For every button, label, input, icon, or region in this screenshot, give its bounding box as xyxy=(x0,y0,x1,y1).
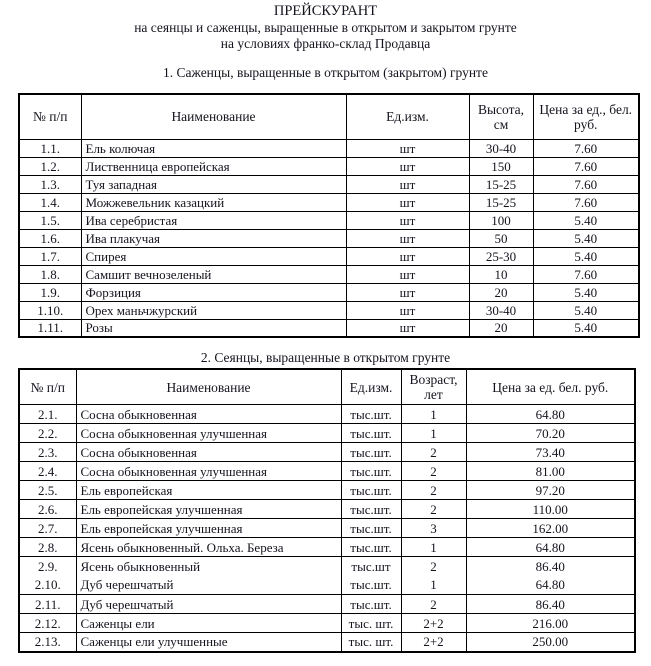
cell-num: 1.11. xyxy=(19,319,81,337)
cell-name: Ива плакучая xyxy=(81,229,346,247)
cell-name: Форзиция xyxy=(81,283,346,301)
col-header-unit: Ед.изм. xyxy=(341,369,401,405)
cell-age: 1 xyxy=(401,424,466,443)
cell-num: 1.3. xyxy=(19,175,81,193)
cell-name: Дуб черешчатый xyxy=(76,576,341,595)
table-seedlings-header xyxy=(19,369,635,405)
cell-price: 81.00 xyxy=(466,462,635,481)
cell-age: 1 xyxy=(401,576,466,595)
cell-name: Орех маньчжурский xyxy=(81,301,346,319)
cell-num: 1.9. xyxy=(19,283,81,301)
cell-unit: тыс. шт. xyxy=(341,614,401,633)
cell-age: 2 xyxy=(401,595,466,614)
cell-price: 7.60 xyxy=(533,157,639,175)
cell-name: Саженцы ели улучшенные xyxy=(76,633,341,652)
table-row xyxy=(19,595,635,614)
cell-age: 1 xyxy=(401,538,466,557)
cell-name: Спирея xyxy=(81,247,346,265)
cell-name: Туя западная xyxy=(81,175,346,193)
cell-name: Ясень обыкновенный xyxy=(76,557,341,576)
cell-price: 73.40 xyxy=(466,443,635,462)
cell-price: 5.40 xyxy=(533,229,639,247)
table-row xyxy=(19,193,639,211)
col-header-num: № п/п xyxy=(19,369,76,405)
header-row xyxy=(19,369,635,405)
cell-unit: шт xyxy=(346,211,469,229)
cell-price: 7.60 xyxy=(533,139,639,157)
table-row xyxy=(19,229,639,247)
cell-price: 7.60 xyxy=(533,193,639,211)
cell-age: 2 xyxy=(401,481,466,500)
cell-price: 5.40 xyxy=(533,283,639,301)
cell-price: 250.00 xyxy=(466,633,635,652)
cell-price: 110.00 xyxy=(466,500,635,519)
cell-age: 1 xyxy=(401,405,466,424)
cell-num: 1.10. xyxy=(19,301,81,319)
col-header-name: Наименование xyxy=(76,369,341,405)
cell-num: 1.2. xyxy=(19,157,81,175)
cell-height: 30-40 xyxy=(469,139,533,157)
cell-price: 64.80 xyxy=(466,576,635,595)
cell-name: Ель европейская xyxy=(76,481,341,500)
col-header-price: Цена за ед., бел. руб. xyxy=(533,94,639,139)
cell-num: 2.2. xyxy=(19,424,76,443)
table-row xyxy=(19,265,639,283)
cell-price: 7.60 xyxy=(533,175,639,193)
cell-num: 2.4. xyxy=(19,462,76,481)
cell-price: 5.40 xyxy=(533,247,639,265)
cell-num: 2.7. xyxy=(19,519,76,538)
cell-price: 86.40 xyxy=(466,595,635,614)
table-row xyxy=(19,633,635,652)
cell-height: 50 xyxy=(469,229,533,247)
cell-num: 2.9. xyxy=(19,557,76,576)
cell-height: 15-25 xyxy=(469,193,533,211)
cell-unit: шт xyxy=(346,283,469,301)
cell-num: 2.1. xyxy=(19,405,76,424)
table-row xyxy=(19,500,635,519)
col-header-name: Наименование xyxy=(81,94,346,139)
table-row xyxy=(19,211,639,229)
cell-age: 2+2 xyxy=(401,633,466,652)
cell-height: 20 xyxy=(469,319,533,337)
cell-unit: тыс.шт. xyxy=(341,405,401,424)
cell-age: 2 xyxy=(401,462,466,481)
col-header-num: № п/п xyxy=(19,94,81,139)
cell-height: 10 xyxy=(469,265,533,283)
table-row xyxy=(19,576,635,595)
table-row xyxy=(19,139,639,157)
document-title: ПРЕЙСКУРАНТ xyxy=(273,3,378,19)
cell-name: Ель европейская улучшенная xyxy=(76,519,341,538)
cell-price: 5.40 xyxy=(533,319,639,337)
cell-unit: тыс.шт. xyxy=(341,424,401,443)
cell-unit: тыс.шт. xyxy=(341,595,401,614)
cell-height: 100 xyxy=(469,211,533,229)
cell-num: 2.12. xyxy=(19,614,76,633)
cell-price: 5.40 xyxy=(533,301,639,319)
cell-price: 64.80 xyxy=(466,538,635,557)
cell-name: Ель колючая xyxy=(81,139,346,157)
cell-name: Сосна обыкновенная xyxy=(76,443,341,462)
cell-num: 1.1. xyxy=(19,139,81,157)
cell-num: 1.7. xyxy=(19,247,81,265)
cell-num: 1.8. xyxy=(19,265,81,283)
cell-unit: тыс.шт. xyxy=(341,462,401,481)
header-row xyxy=(19,94,639,139)
cell-price: 216.00 xyxy=(466,614,635,633)
table-row xyxy=(19,614,635,633)
cell-name: Самшит вечнозеленый xyxy=(81,265,346,283)
cell-age: 2+2 xyxy=(401,614,466,633)
cell-name: Саженцы ели xyxy=(76,614,341,633)
table-saplings-header xyxy=(19,94,639,139)
table-row xyxy=(19,283,639,301)
col-header-unit: Ед.изм. xyxy=(346,94,469,139)
section-1-heading: 1. Саженцы, выращенные в открытом (закрытом) грунте xyxy=(163,65,488,80)
cell-unit: шт xyxy=(346,175,469,193)
cell-price: 7.60 xyxy=(533,265,639,283)
cell-unit: тыс.шт xyxy=(341,557,401,576)
table-row xyxy=(19,405,635,424)
cell-unit: шт xyxy=(346,193,469,211)
cell-height: 20 xyxy=(469,283,533,301)
cell-unit: шт xyxy=(346,229,469,247)
cell-name: Можжевельник казацкий xyxy=(81,193,346,211)
cell-age: 2 xyxy=(401,557,466,576)
table-row xyxy=(19,319,639,337)
cell-unit: тыс.шт. xyxy=(341,538,401,557)
cell-num: 2.6. xyxy=(19,500,76,519)
table-row xyxy=(19,424,635,443)
cell-unit: шт xyxy=(346,247,469,265)
cell-num: 2.3. xyxy=(19,443,76,462)
cell-num: 2.13. xyxy=(19,633,76,652)
cell-unit: тыс.шт. xyxy=(341,481,401,500)
table-saplings-body xyxy=(19,139,639,337)
cell-height: 150 xyxy=(469,157,533,175)
table-row xyxy=(19,519,635,538)
cell-height: 25-30 xyxy=(469,247,533,265)
cell-name: Сосна обыкновенная улучшенная xyxy=(76,462,341,481)
cell-name: Сосна обыкновенная улучшенная xyxy=(76,424,341,443)
table-row xyxy=(19,557,635,576)
cell-unit: тыс.шт. xyxy=(341,500,401,519)
cell-price: 70.20 xyxy=(466,424,635,443)
table-row xyxy=(19,157,639,175)
cell-name: Розы xyxy=(81,319,346,337)
cell-price: 97.20 xyxy=(466,481,635,500)
cell-unit: тыс.шт. xyxy=(341,443,401,462)
cell-num: 1.4. xyxy=(19,193,81,211)
cell-age: 2 xyxy=(401,443,466,462)
cell-unit: шт xyxy=(346,139,469,157)
table-row xyxy=(19,481,635,500)
table-row xyxy=(19,175,639,193)
cell-unit: шт xyxy=(346,157,469,175)
document-header xyxy=(0,3,651,52)
table-saplings xyxy=(18,93,640,338)
cell-height: 30-40 xyxy=(469,301,533,319)
cell-unit: шт xyxy=(346,265,469,283)
col-header-age: Возраст, лет xyxy=(401,369,466,405)
cell-unit: тыс.шт. xyxy=(341,519,401,538)
table-seedlings-body xyxy=(19,405,635,652)
cell-num: 1.6. xyxy=(19,229,81,247)
col-header-price: Цена за ед. бел. руб. xyxy=(466,369,635,405)
table-row xyxy=(19,462,635,481)
cell-price: 64.80 xyxy=(466,405,635,424)
cell-height: 15-25 xyxy=(469,175,533,193)
cell-age: 2 xyxy=(401,500,466,519)
cell-unit: шт xyxy=(346,301,469,319)
table-row xyxy=(19,443,635,462)
col-header-height: Высота, см xyxy=(469,94,533,139)
cell-price: 86.40 xyxy=(466,557,635,576)
cell-unit: тыс. шт. xyxy=(341,633,401,652)
cell-name: Лиственница европейская xyxy=(81,157,346,175)
cell-name: Ива серебристая xyxy=(81,211,346,229)
cell-age: 3 xyxy=(401,519,466,538)
cell-name: Сосна обыкновенная xyxy=(76,405,341,424)
table-row xyxy=(19,538,635,557)
cell-num: 1.5. xyxy=(19,211,81,229)
cell-name: Дуб черешчатый xyxy=(76,595,341,614)
table-row xyxy=(19,247,639,265)
cell-num: 2.8. xyxy=(19,538,76,557)
cell-num: 2.11. xyxy=(19,595,76,614)
cell-price: 5.40 xyxy=(533,211,639,229)
cell-name: Ясень обыкновенный. Ольха. Береза xyxy=(76,538,341,557)
cell-num: 2.5. xyxy=(19,481,76,500)
cell-name: Ель европейская улучшенная xyxy=(76,500,341,519)
cell-num: 2.10. xyxy=(19,576,76,595)
document-subtitle-line2: на условиях франко-склад Продавца xyxy=(220,36,431,51)
cell-price: 162.00 xyxy=(466,519,635,538)
table-seedlings xyxy=(18,368,636,653)
document-subtitle-line1: на сеянцы и саженцы, выращенные в открытом и закрытом грунте xyxy=(134,20,517,35)
table-row xyxy=(19,301,639,319)
cell-unit: тыс.шт. xyxy=(341,576,401,595)
cell-unit: шт xyxy=(346,319,469,337)
section-2-heading: 2. Сеянцы, выращенные в открытом грунте xyxy=(200,350,451,365)
